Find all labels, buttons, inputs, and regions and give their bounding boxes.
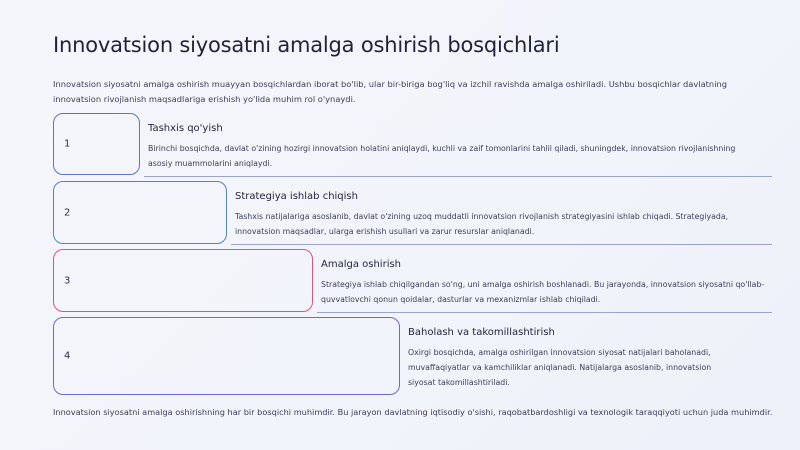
step-3-box [53,249,313,312]
step-4-description: Oxirgi bosqichda, amalga oshirilgan innovatsion siyosat natijalari baholanadi, muvaffaqiyatlar va kamchiliklar aniqlanadi. Natijalarga asoslanib, innovatsion siyosat takomillashtiriladi. [408,348,712,387]
step-3-content [321,259,771,307]
step-4-box [53,317,400,395]
step-3-title: Amalga oshirish [321,259,402,270]
step-1-title: Tashxis qo'yish [148,123,223,134]
step-3-divider [317,312,772,313]
step-1-number: 1 [64,138,71,150]
step-2-box [53,181,227,244]
page-title: Innovatsion siyosatni amalga oshirish bosqichlari [53,33,560,57]
closing-paragraph: Innovatsion siyosatni amalga oshirishning har bir bosqichi muhimdir. Bu jarayon davlatning iqtisodiy o'sishi, raqobatbardoshligi va texnologik taraqqiyoti uchun juda muhimdir. [53,407,773,417]
step-2-divider [231,244,772,245]
intro-paragraph: Innovatsion siyosatni amalga oshirish muayyan bosqichlardan iborat bo'lib, ular bir-biriga bog'liq va izchil ravishda amalga oshiriladi. Ushbu bosqichlar davlatning innovatsion rivojlanish maqsadlariga erishish yo'lida muhim rol o'ynaydi. [53,79,728,104]
step-4-title: Baholash va takomillashtirish [408,327,555,338]
step-1-content [148,123,758,171]
step-3-description: Strategiya ishlab chiqilgandan so'ng, uni amalga oshirish boshlanadi. Bu jarayonda, innovatsion siyosatni qo'llab-quvvatlovchi qonun qoidalar, dasturlar va mexanizmlar ishlab chiqiladi. [321,280,765,304]
step-2-description: Tashxis natijalariga asoslanib, davlat o'zining uzoq muddatli innovatsion rivojlanish strategiyasini ishlab chiqadi. Strategiyada, innovatsion maqsadlar, ularga erishish usullari va zarur resurslar aniqlanadi. [235,212,729,236]
step-2-number: 2 [64,207,71,218]
step-1-box [53,113,140,175]
step-2-content [235,191,765,239]
step-2-title: Strategiya ishlab chiqish [235,191,358,202]
step-1-description: Birinchi bosqichda, davlat o'zining hozirgi innovatsion holatini aniqlaydi, kuchli va zaif tomonlarini tahlil qiladi, shuningdek, innovatsion rivojlanishning asosiy muammolarini aniqlaydi. [148,144,736,168]
step-4-content [408,327,738,390]
step-4-number: 4 [64,350,71,362]
step-1-divider [144,176,772,177]
step-3-number: 3 [64,275,71,286]
